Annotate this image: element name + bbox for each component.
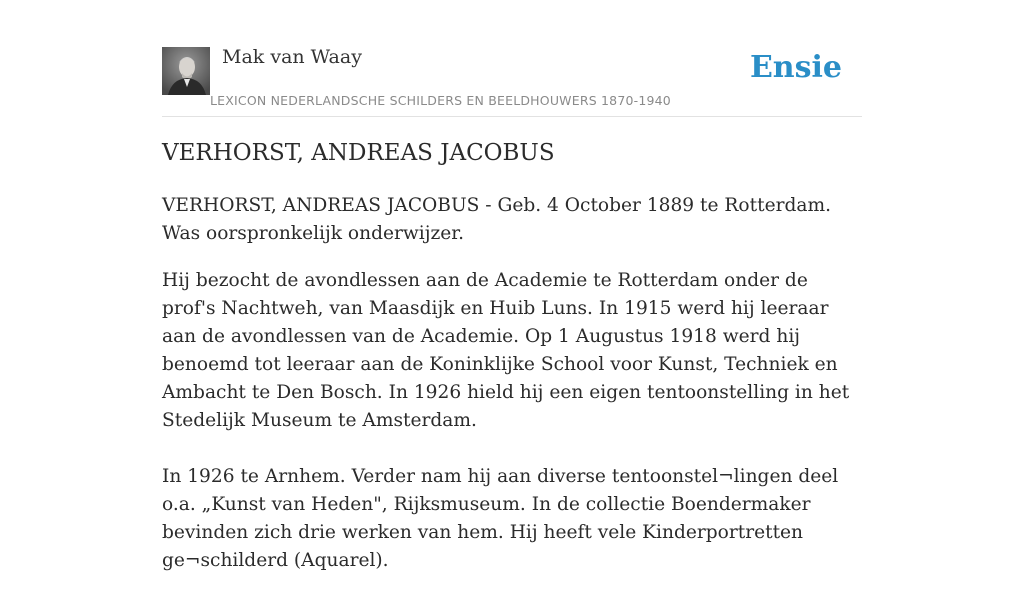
- article-header: [162, 0, 862, 117]
- article-page: [162, 0, 862, 571]
- paragraph: In 1926 te Arnhem. Verder nam hij aan diverse tentoonstel¬lingen deel o.a. „Kunst van Heden", Rijksmuseum. In de collectie Boendermaker bevinden zich drie werken van hem. Hij heeft vele Kinderportretten ge¬schilderd (Aquarel).: [162, 466, 839, 571]
- ensie-logo[interactable]: Ensie: [749, 50, 842, 85]
- author-avatar[interactable]: [162, 47, 210, 95]
- paragraph: Hij bezocht de avondlessen aan de Academie te Rotterdam onder de prof's Nachtweh, van Maasdijk en Huib Luns. In 1915 werd hij leeraar aan de avondlessen van de Academie. Op 1 Augustus 1918 werd hij benoemd tot leeraar aan de Koninklijke School voor Kunst, Techniek en Ambacht te Den Bosch. In 1926 hield hij een eigen tentoonstelling in het Stedelijk Museum te Amsterdam.: [162, 270, 850, 431]
- source-lexicon[interactable]: LEXICON NEDERLANDSCHE SCHILDERS EN BEELDHOUWERS 1870-1940: [210, 93, 671, 108]
- portrait-photo-icon: [162, 47, 210, 95]
- author-name[interactable]: Mak van Waay: [222, 46, 362, 68]
- article-title: VERHORST, ANDREAS JACOBUS: [162, 140, 555, 166]
- article-body: [162, 192, 862, 594]
- paragraph: VERHORST, ANDREAS JACOBUS - Geb. 4 October 1889 te Rotterdam. Was oorspronkelijk onderwijzer.: [162, 195, 831, 244]
